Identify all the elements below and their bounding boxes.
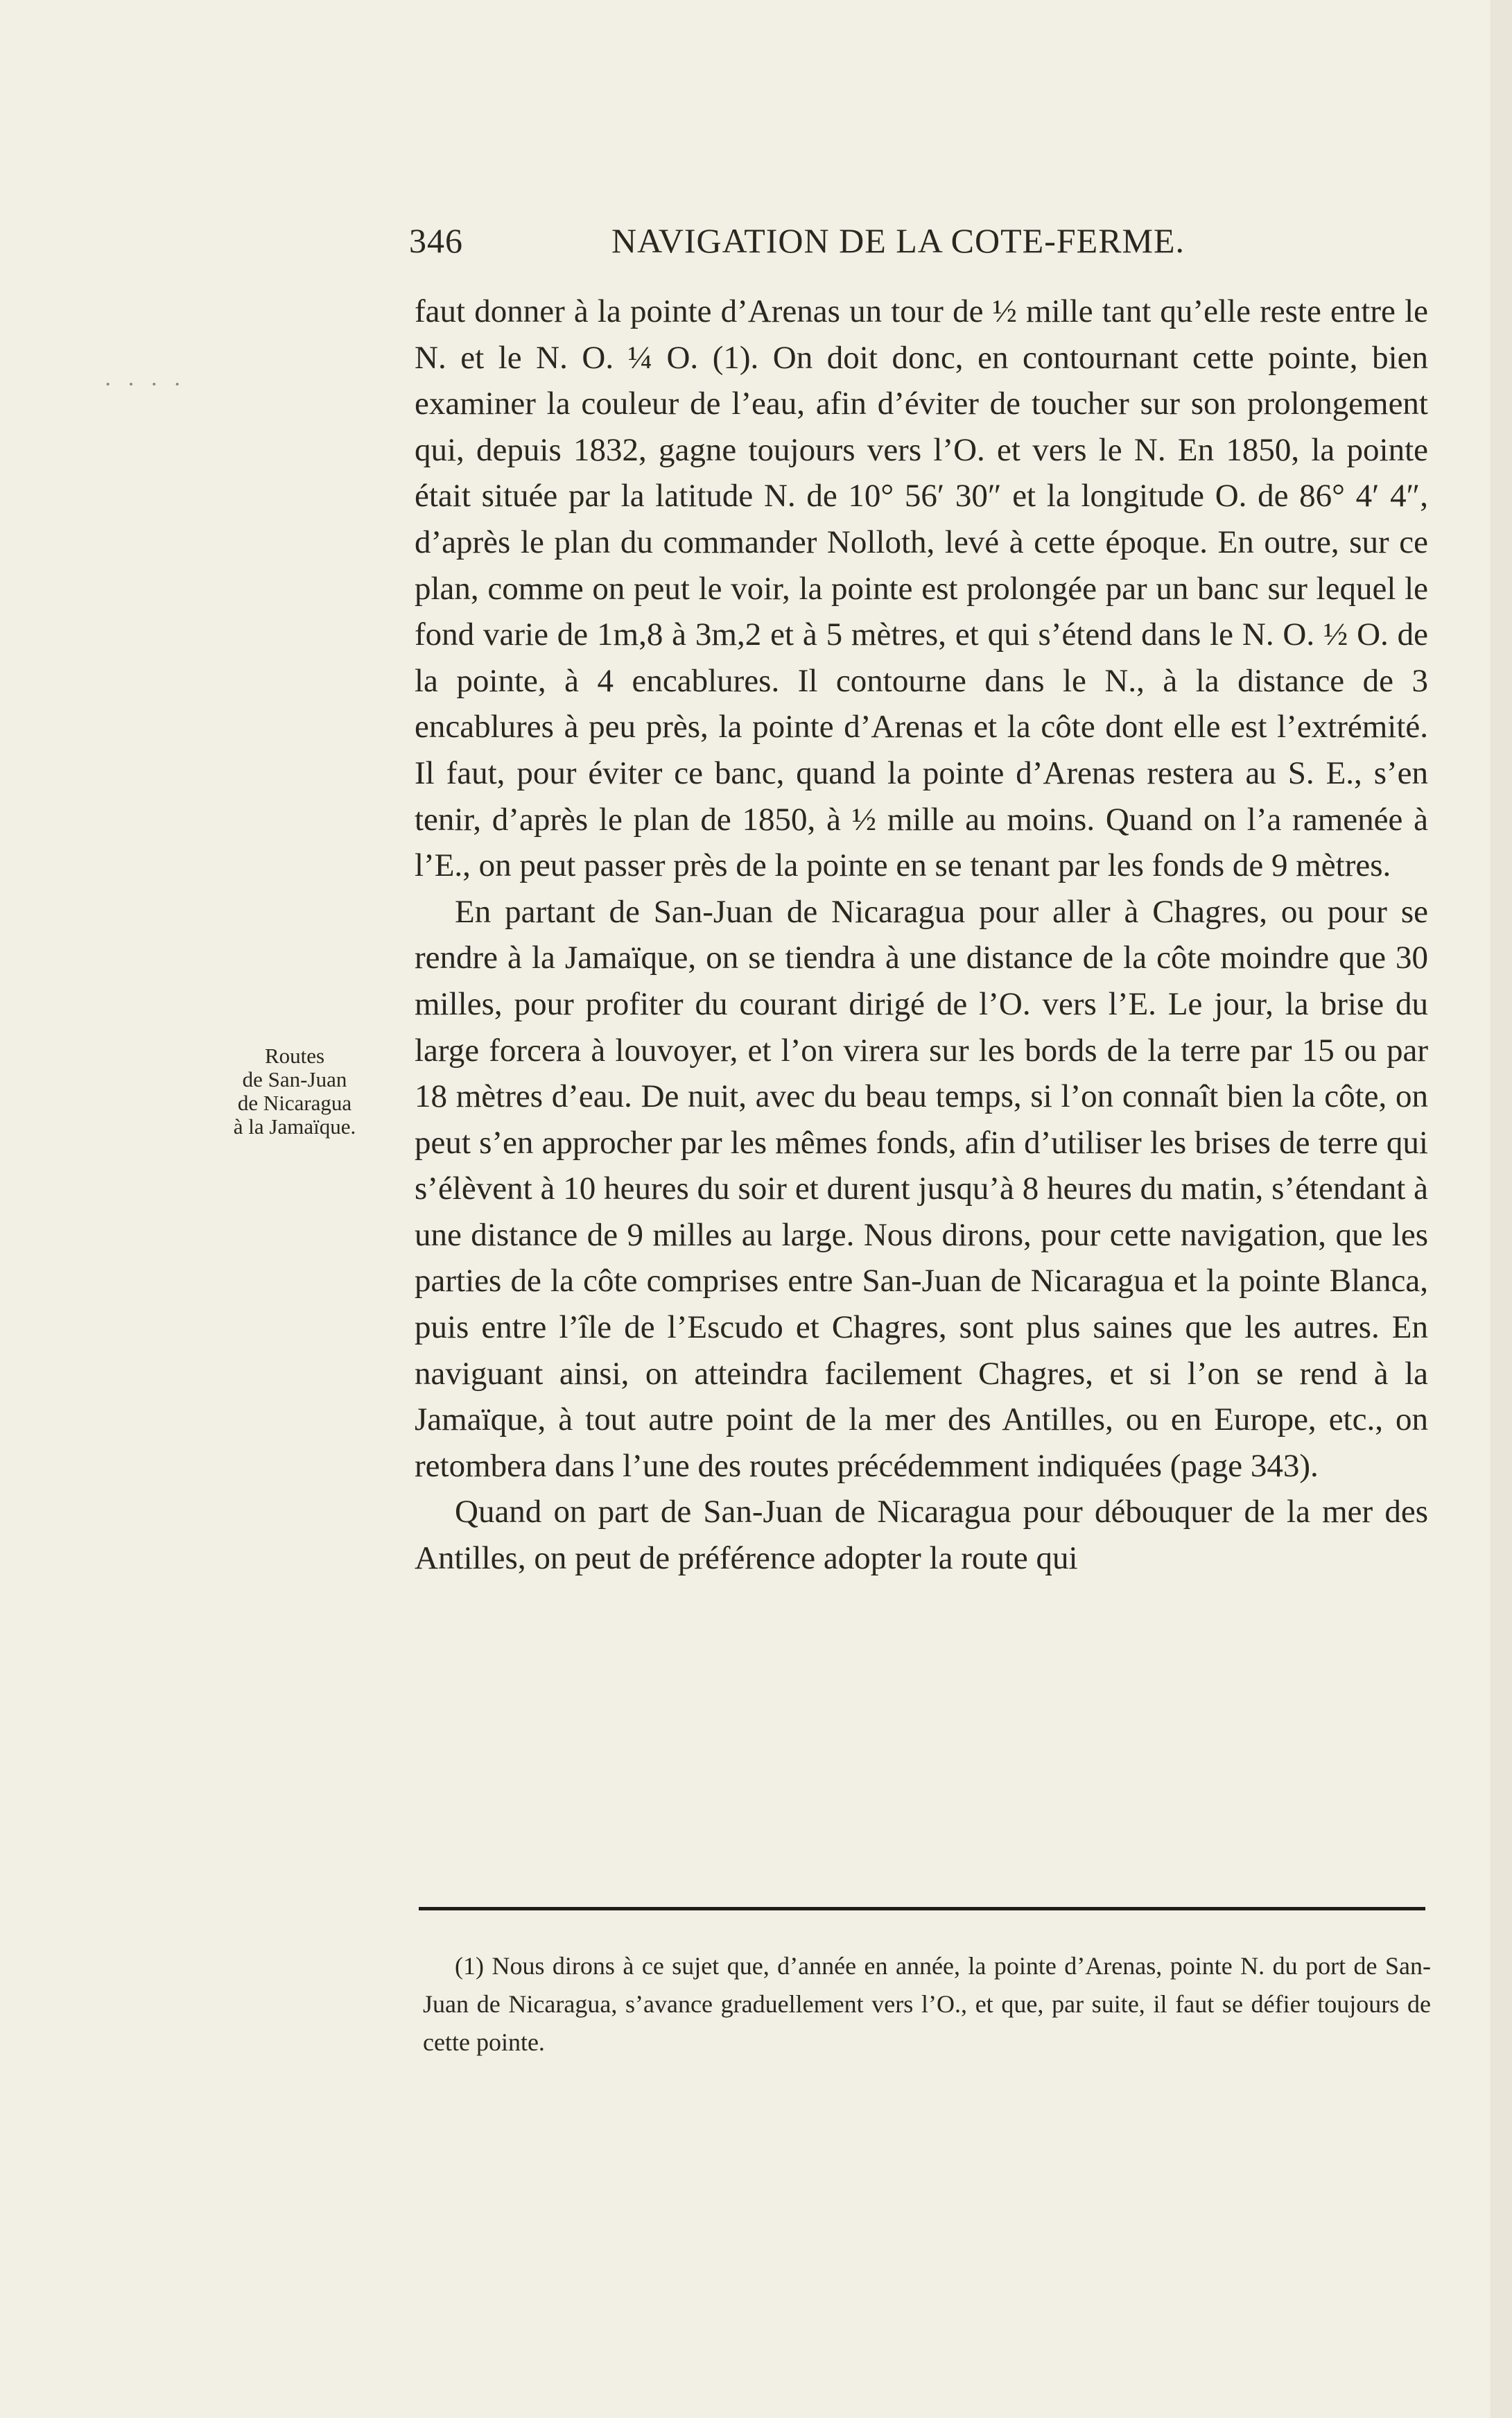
marginal-note-line: à la Jamaïque.: [233, 1114, 356, 1139]
body-text: [415, 288, 1428, 1582]
footnote-separator-rule: [419, 1907, 1425, 1910]
paragraph-continued: faut donner à la pointe d’Arenas un tour de ½ mille tant qu’elle reste entre le N. et le N. O. ¼ O. (1). On doit donc, en contournant cette pointe, bien examiner la couleur de l’eau, afin d’éviter de toucher sur son prolongement qui, depuis 1832, gagne toujours vers l’O. et vers le N. En 1850, la pointe était située par la latitude N. de 10° 56′ 30″ et la longitude O. de 86° 4′ 4″, d’après le plan du commander Nolloth, levé à cette époque. En outre, sur ce plan, comme on peut le voir, la pointe est prolongée par un banc sur lequel le fond varie de 1m,8 à 3m,2 et à 5 mètres, et qui s’étend dans le N. O. ½ O. de la pointe, à 4 encablures. Il contourne dans le N., à la distance de 3 encablures à peu près, la pointe d’Arenas et la côte dont elle est l’extrémité. Il faut, pour éviter ce banc, quand la pointe d’Arenas restera au S. E., s’en tenir, d’après le plan de 1850, à ½ mille au moins. Quand on l’a ramenée à l’E., on peut passer près de la pointe en se tenant par les fonds de 9 mètres.: [415, 293, 1428, 884]
page-header: [409, 221, 1428, 269]
running-title: NAVIGATION DE LA COTE-FERME.: [611, 221, 1185, 260]
marginal-note-line: Routes: [264, 1044, 325, 1068]
margin-dots-decoration: ····: [104, 372, 197, 397]
marginal-note-line: de San-Juan: [242, 1067, 347, 1091]
marginal-note: [208, 1044, 381, 1139]
page-number: 346: [409, 221, 463, 260]
footnote-text: (1) Nous dirons à ce sujet que, d’année en année, la pointe d’Arenas, pointe N. du port de San-Juan de Nicaragua, s’avance graduellement vers l’O., et que, par suite, il faut se défier toujours de cette pointe.: [423, 1952, 1431, 2056]
footnote: [423, 1947, 1431, 2062]
paragraph: En partant de San-Juan de Nicaragua pour aller à Chagres, ou pour se rendre à la Jamaïque, on se tiendra à une distance de la côte moindre que 30 milles, pour profiter du courant dirigé de l’O. vers l’E. Le jour, la brise du large forcera à louvoyer, et l’on virera sur les bords de la terre par 15 ou par 18 mètres d’eau. De nuit, avec du beau temps, si l’on connaît bien la côte, on peut s’en approcher par les mêmes fonds, afin d’utiliser les brises de terre qui s’élèvent à 10 heures du soir et durent jusqu’à 8 heures du matin, s’étendant à une distance de 9 milles au large. Nous dirons, pour cette navigation, que les parties de la côte comprises entre San-Juan de Nicaragua et la pointe Blanca, puis entre l’île de l’Escudo et Chagres, sont plus saines que les autres. En naviguant ainsi, on atteindra facilement Chagres, et si l’on se rend à la Jamaïque, à tout autre point de la mer des Antilles, ou en Europe, etc., on retombera dans l’une des routes précédemment indiquées (page 343).: [415, 893, 1428, 1484]
page-edge: [1491, 0, 1512, 2418]
paragraph: Quand on part de San-Juan de Nicaragua pour débouquer de la mer des Antilles, on peut de préférence adopter la route qui: [415, 1494, 1428, 1577]
marginal-note-line: de Nicaragua: [237, 1091, 352, 1115]
